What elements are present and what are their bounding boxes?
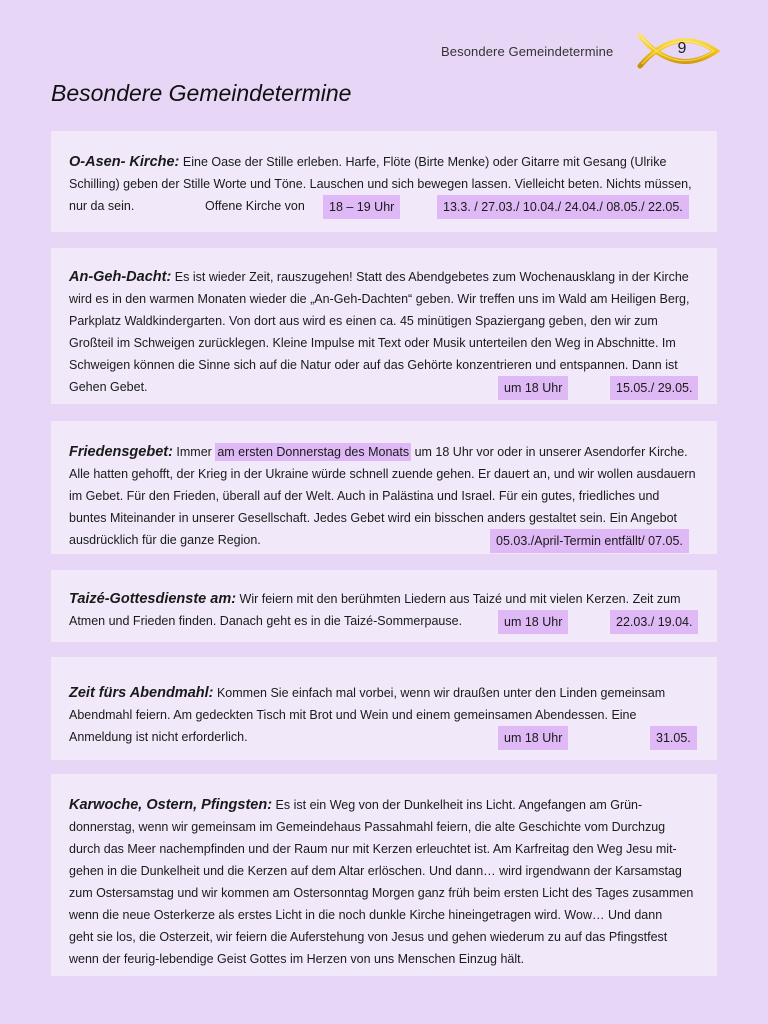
- event-dates: 15.05./ 29.05.: [610, 376, 698, 400]
- event-text: Zeit fürs Abendmahl: Kommen Sie einfach mal vorbei, wenn wir draußen unter den Linden gemeinsam Abendmahl feiern. Am gedeckten Tisch mit Brot und Wein und einem gemeinsamen Abendessen. Eine: [69, 685, 666, 722]
- page-number: 9: [677, 40, 687, 57]
- event-highlight: am ersten Donnerstag des Monats: [217, 445, 410, 459]
- event-text: Taizé-Gottesdienste am: Wir feiern mit den berühmten Liedern aus Taizé und mit vielen Kerzen. Zeit zum: [69, 591, 681, 607]
- event-box-oasen-kirche: [51, 131, 717, 232]
- event-box-an-geh-dacht: [51, 248, 717, 404]
- event-dates: 22.03./ 19.04.: [610, 610, 698, 634]
- event-box-ostern: [51, 774, 717, 976]
- event-heading: Zeit fürs Abendmahl:: [69, 685, 214, 701]
- event-time: um 18 Uhr: [498, 376, 568, 400]
- event-schedule-row: Atmen und Frieden finden. Danach geht es in die Taizé-Sommerpause. um 18 Uhr 22.03./ 19.04.: [69, 610, 699, 632]
- event-text: O-Asen- Kirche: Eine Oase der Stille erleben. Harfe, Flöte (Birte Menke) oder Gitarre mit Gesang (Ulrike Schilling) geben der Stille Worte und Töne. Lauschen und sich bewegen lassen. Vielleicht beten. Nichts müssen,: [69, 154, 692, 191]
- page-title: Besondere Gemeindetermine: [51, 80, 352, 106]
- ichthys-fish-icon: [636, 32, 720, 70]
- event-heading: Taizé-Gottesdienste am:: [69, 591, 237, 607]
- event-schedule-row: Anmeldung ist nicht erforderlich. um 18 Uhr 31.05.: [69, 726, 699, 748]
- event-text: An-Geh-Dacht: Es ist wieder Zeit, rauszugehen! Statt des Abendgebetes zum Wochenausklang in der Kirche wird es in den warmen Monaten wieder die „An-Geh-Dachten“ geben. Wir treffen uns im Wald am Heiligen Berg, Parkplatz Waldkindergarten. Von dort aus wird es einen ca. 45 minütigen Spaziergang geben, den wir zum Großteil im Schweigen zurücklegen. Kleine Impulse mit Text oder Musik unterteilen den Weg in Abschnitte. Im Schweigen können die Sinne sich auf die Natur oder auf das Gehörte konzentrieren und entspannen. Dann ist: [69, 269, 690, 372]
- event-text: Karwoche, Ostern, Pfingsten: Es ist ein Weg von der Dunkelheit ins Licht. Angefangen am Grün- donnerstag, wenn wir gemeinsam im Gemeindehaus Passahmahl feiern, die alte Geschichte vom Durchzug durch das Meer nachempfinden und der Raum nur mit Kerzen erleuchtet ist. Am Karfreitag den Weg Jesu mit- gehen in die Dunkelheit und die Kerzen auf dem Altar erlöschen. Und dann… wird irgendwann der Karsamstag zum Ostersamstag und wir kommen am Ostersonntag Morgen ganz früh beim ersten Licht des Tages zusammen wenn die neue Osterkerze als erstes Licht in die noch dunkle Kirche hineingetragen wird. Wow… Und dann geht sie los, die Osterzeit, wir feiern die Auferstehung von Jesus und gehen wiederum zu auf das Pfingstfest wenn der feurig-lebendige Geist Gottes im Herzen von uns Menschen Einzug hält.: [69, 797, 694, 966]
- event-time: um 18 Uhr: [498, 610, 568, 634]
- event-dates: 05.03./April-Termin entfällt/ 07.05.: [490, 529, 689, 553]
- event-heading: Friedensgebet:: [69, 444, 173, 460]
- event-box-friedensgebet: [51, 421, 717, 554]
- event-box-taize: [51, 570, 717, 642]
- event-dates: 13.3. / 27.03./ 10.04./ 24.04./ 08.05./ 22.05.: [437, 195, 689, 219]
- event-schedule-row: nur da sein. Offene Kirche von 18 – 19 Uhr 13.3. / 27.03./ 10.04./ 24.04./ 08.05./ 22.05.: [69, 195, 699, 217]
- event-schedule-row: Gehen Gebet. um 18 Uhr 15.05./ 29.05.: [69, 376, 699, 398]
- event-time: um 18 Uhr: [498, 726, 568, 750]
- event-heading: Karwoche, Ostern, Pfingsten:: [69, 797, 273, 813]
- event-box-abendmahl: [51, 657, 717, 760]
- running-title: Besondere Gemeindetermine: [441, 44, 614, 59]
- event-dates: 31.05.: [650, 726, 697, 750]
- event-text: Friedensgebet: Immer am ersten Donnerstag des Monats um 18 Uhr vor oder in unserer Asendorfer Kirche. Alle hatten gehofft, der Krieg in der Ukraine würde schnell zuende gehen. Er dauert an, und wir wollen ausdauern im Gebet. Für den Frieden, überall auf der Welt. Auch in Palästina und Israel. Für ein gutes, friedliches und buntes Miteinander in unserer Gesellschaft. Jedes Gebet wird ein bisschen anders gestaltet sein. Ein Angebot: [69, 444, 696, 525]
- event-schedule-row: ausdrücklich für die ganze Region. 05.03./April-Termin entfällt/ 07.05.: [69, 529, 699, 551]
- event-heading: An-Geh-Dacht:: [69, 269, 172, 285]
- event-heading: O-Asen- Kirche:: [69, 154, 180, 170]
- event-time: 18 – 19 Uhr: [323, 195, 400, 219]
